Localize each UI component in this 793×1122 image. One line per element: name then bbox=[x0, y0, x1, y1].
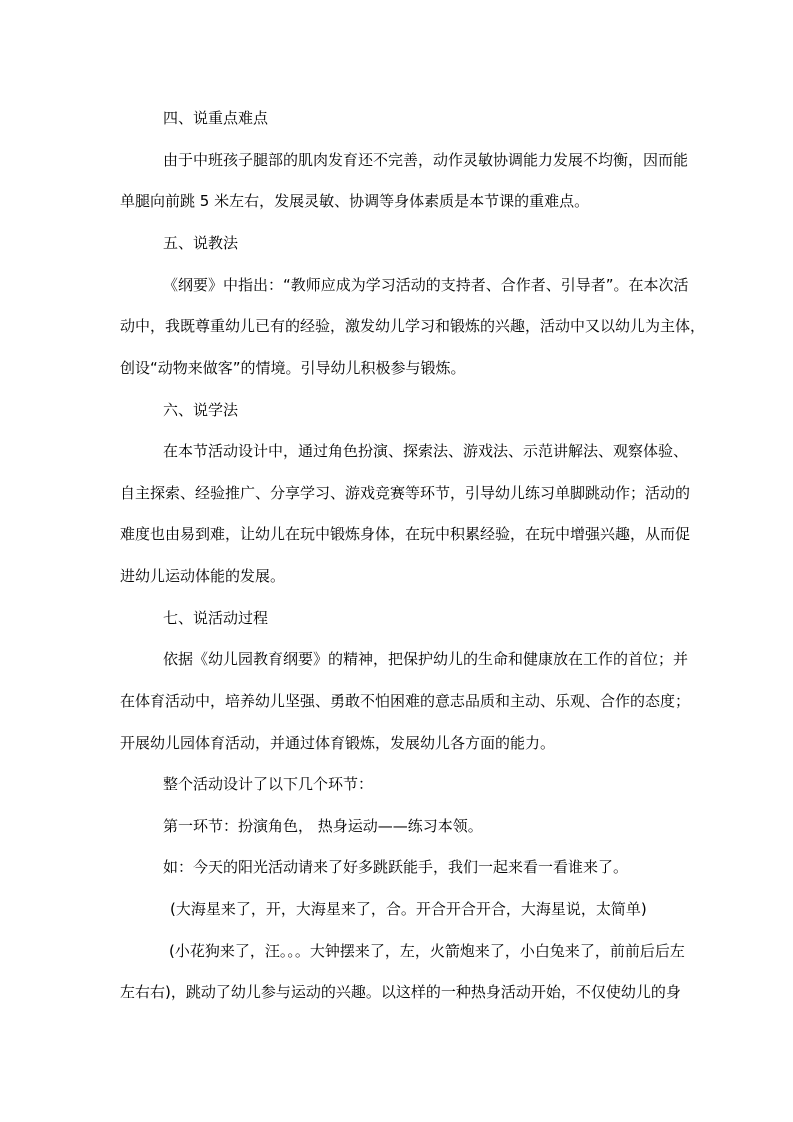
paragraph-line: 开展幼儿园体育活动，并通过体育锻炼，发展幼儿各方面的能力。 bbox=[120, 734, 556, 752]
paragraph-line: 动中，我既尊重幼儿已有的经验，激发幼儿学习和锻炼的兴趣，活动中又以幼儿为主体， bbox=[120, 317, 706, 335]
paragraph-line: 自主探索、经验推广、分享学习、游戏竞赛等环节，引导幼儿练习单脚跳动作；活动的 bbox=[120, 484, 691, 502]
paragraph-line: 第一环节：扮演角色， 热身运动——练习本领。 bbox=[163, 817, 483, 835]
paragraph-line: 由于中班孩子腿部的肌肉发育还不完善，动作灵敏协调能力发展不均衡，因而能 bbox=[163, 151, 689, 169]
paragraph-line: 依据《幼儿园教育纲要》的精神，把保护幼儿的生命和健康放在工作的首位；并 bbox=[163, 650, 689, 668]
section-heading-5: 五、说教法 bbox=[163, 234, 239, 252]
paragraph-line: 进幼儿运动体能的发展。 bbox=[120, 567, 286, 585]
section-heading-7: 七、说活动过程 bbox=[163, 609, 269, 627]
paragraph-line: 整个活动设计了以下几个环节： bbox=[163, 775, 374, 793]
paragraph-line: 《纲要》中指出：“教师应成为学习活动的支持者、合作者、引导者”。在本次活 bbox=[163, 276, 689, 294]
paragraph-line: 在本节活动设计中，通过角色扮演、探索法、游戏法、示范讲解法、观察体验、 bbox=[163, 442, 689, 460]
paragraph-line: 难度也由易到难，让幼儿在玩中锻炼身体，在玩中积累经验，在玩中增强兴趣，从而促 bbox=[120, 525, 691, 543]
section-heading-6: 六、说学法 bbox=[163, 401, 239, 419]
paragraph-line: 创设“动物来做客”的情境。引导幼儿积极参与锻炼。 bbox=[120, 359, 466, 377]
paragraph-line: 在体育活动中，培养幼儿坚强、勇敢不怕困难的意志品质和主动、乐观、合作的态度； bbox=[120, 692, 691, 710]
paragraph-line: (大海星来了，开，大海星来了，合。开合开合开合，大海星说，太简单) bbox=[170, 900, 647, 918]
section-heading-4: 四、说重点难点 bbox=[163, 109, 269, 127]
paragraph-line: 如：今天的阳光活动请来了好多跳跃能手，我们一起来看一看谁来了。 bbox=[163, 858, 629, 876]
paragraph-line: 单腿向前跳 5 米左右，发展灵敏、协调等身体素质是本节课的重难点。 bbox=[120, 192, 590, 210]
paragraph-line: 左右右)，跳动了幼儿参与运动的兴趣。以这样的一种热身活动开始，不仅使幼儿的身 bbox=[120, 983, 681, 1001]
paragraph-line: (小花狗来了，汪。。。大钟摆来了，左，火箭炮来了，小白兔来了，前前后后左 bbox=[169, 942, 685, 960]
